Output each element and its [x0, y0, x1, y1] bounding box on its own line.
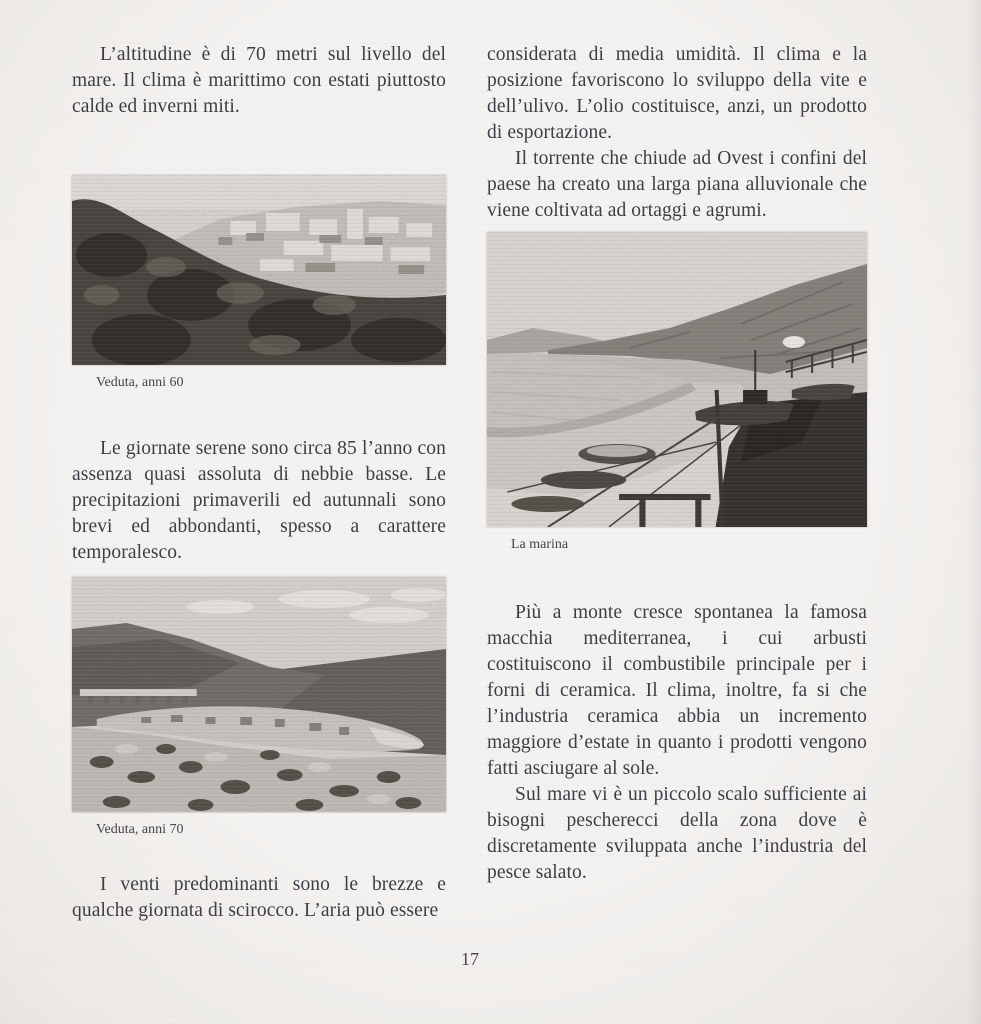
- right-column: [487, 42, 867, 886]
- paragraph-torrente: Il torrente che chiude ad Ovest i confini del paese ha creato una larga piana alluvionale che viene coltivata ad ortaggi e agrumi.: [487, 148, 867, 221]
- paragraph-giornate-serene: Le giornate serene sono circa 85 l’anno con assenza quasi assoluta di nebbie basse. Le precipitazioni primaverili ed autunnali sono brevi ed abbondanti, spesso a carattere temporalesco.: [72, 438, 446, 563]
- photo-veduta-anni-60-image: [72, 175, 446, 365]
- page-number: 17: [461, 949, 479, 969]
- photo-caption-veduta-anni-70: Veduta, anni 70: [96, 822, 184, 837]
- photo-veduta-anni-70-image: [72, 577, 446, 812]
- paragraph-venti: I venti predominanti sono le brezze e qualche giornata di scirocco. L’aria può essere: [72, 874, 446, 921]
- photo-la-marina-image: [487, 232, 867, 527]
- paragraph-umidita: considerata di media umidità. Il clima e la posizione favoriscono lo sviluppo della vite e dell’ulivo. L’olio costituisce, anzi, un prodotto di esportazione.: [487, 44, 867, 143]
- left-column: [72, 42, 446, 924]
- paragraph-altitudine: L’altitudine è di 70 metri sul livello del mare. Il clima è marittimo con estati piuttosto calde ed inverni miti.: [72, 44, 446, 117]
- photo-caption-veduta-anni-60: Veduta, anni 60: [96, 375, 184, 390]
- photo-veduta-anni-60: [72, 175, 446, 392]
- paragraph-scalo: Sul mare vi è un piccolo scalo sufficiente ai bisogni pescherecci della zona dove è discretamente sviluppata anche l’industria del pesce salato.: [487, 784, 867, 883]
- photo-caption-la-marina: La marina: [511, 537, 569, 552]
- paragraph-macchia-mediterranea: Più a monte cresce spontanea la famosa macchia mediterranea, i cui arbusti costituiscono il combustibile principale per i forni di ceramica. Il clima, inoltre, fa si che l’industria ceramica abbia un incremento maggiore d’estate in quanto i prodotti vengono fatti asciugare al sole.: [487, 602, 867, 779]
- photo-la-marina: [487, 232, 867, 554]
- photo-veduta-anni-70: [72, 577, 446, 839]
